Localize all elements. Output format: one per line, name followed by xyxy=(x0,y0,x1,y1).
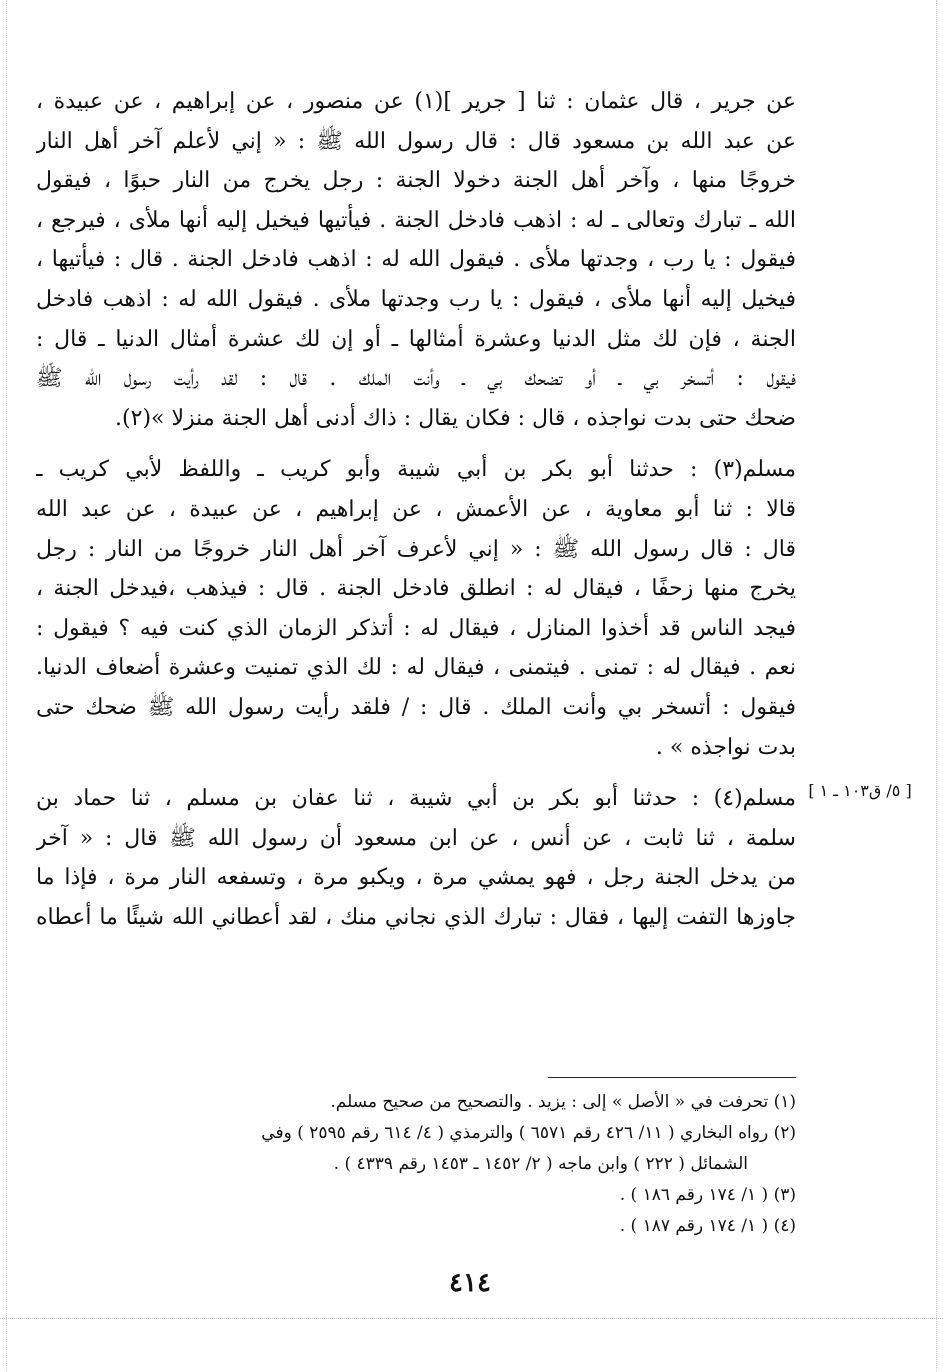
scan-edge-left xyxy=(6,0,7,1372)
text-line: من يدخل الجنة رجل ، فهو يمشي مرة ، ويكبو مرة ، وتسفعه النار مرة ، فإذا ما xyxy=(36,865,796,891)
text-line: فيقول : أتسخر بي وأنت الملك . قال : / فلقد رأيت رسول الله ﷺ ضحك حتى xyxy=(36,694,796,720)
text-line: الله ـ تبارك وتعالى ـ له : اذهب فادخل الجنة . فيأتيها فيخيل إليه أنها ملأى ، فيرجع ، xyxy=(36,207,796,233)
footnote-divider xyxy=(548,1077,796,1078)
footnote: (٢) رواه البخاري ( ١١/ ٤٢٦ رقم ٦٥٧١ ) والترمذي ( ٤/ ٦١٤ رقم ٢٥٩٥ ) وفي xyxy=(261,1123,796,1143)
text-line: فيجد الناس قد أخذوا المنازل ، فيقال له : أتذكر الزمان الذي كنت فيه ؟ فيقول : xyxy=(36,615,796,641)
text-line: الجنة ، فإن لك مثل الدنيا وعشرة أمثالها ـ أو إن لك عشرة أمثال الدنيا ـ قال : xyxy=(36,326,796,352)
text-line: مسلم(٤) : حدثنا أبو بكر بن أبي شيبة ، ثنا عفان بن مسلم ، ثنا حماد بن xyxy=(36,786,796,812)
text-line: يخرج منها زحفًا ، فيقال له : انطلق فادخل الجنة . قال : فيذهب ،فيدخل الجنة ، xyxy=(36,576,796,602)
text-line: فيقول : أتسخر بي ـ أو تضحك بي ـ وأنت الملك . قال : لقد رأيت رسول الله ﷺ xyxy=(36,366,796,392)
text-line: عن عبد الله بن مسعود قال : قال رسول الله ﷺ : « إني لأعلم آخر أهل النار xyxy=(36,128,796,154)
text-line: بدت نواجذه » . xyxy=(655,734,796,760)
text-line: سلمة ، ثنا ثابت ، عن أنس ، عن ابن مسعود أن رسول الله ﷺ قال : « آخر xyxy=(36,825,796,851)
text-line: جاوزها التفت إليها ، فقال : تبارك الذي نجاني منك ، لقد أعطاني الله شيئًا ما أعطاه xyxy=(36,904,796,930)
scan-edge-right xyxy=(936,0,937,1372)
manuscript-folio-reference: [ ٥/ ق١٠٣ ـ ١ ] xyxy=(808,781,912,800)
page-number: ٤١٤ xyxy=(449,1268,491,1298)
text-line: قالا : ثنا أبو معاوية ، عن الأعمش ، عن إبراهيم ، عن عبيدة ، عن عبد الله xyxy=(36,496,796,522)
text-line: عن جرير ، قال عثمان : ثنا [ جرير ](١) عن منصور ، عن إبراهيم ، عن عبيدة ، xyxy=(36,89,796,114)
text-line: خروجًا منها ، وآخر أهل الجنة دخولا الجنة : رجل يخرج من النار حبوًا ، فيقول xyxy=(36,168,796,194)
text-line: مسلم(٣) : حدثنا أبو بكر بن أبي شيبة وأبو كريب ـ واللفظ لأبي كريب ـ xyxy=(36,457,796,483)
paragraph-2 xyxy=(36,450,796,767)
footnotes xyxy=(20,1087,796,1242)
text-line: فيقول : يا رب ، وجدتها ملأى . فيقول الله له : اذهب فادخل الجنة . قال : فيأتيها ، xyxy=(36,247,796,273)
text-line: نعم . فيقال له : تمنى . فيتمنى ، فيقال له : لك الذي تمنيت وعشرة أضعاف الدنيا. xyxy=(36,655,796,681)
footnote-continuation: الشمائل ( ٢٢٢ ) وابن ماجه ( ٢/ ١٤٥٢ ـ ١٤٥٣ رقم ٤٣٣٩ ) . xyxy=(333,1154,748,1174)
footnote: (٣) ( ١/ ١٧٤ رقم ١٨٦ ) . xyxy=(619,1185,796,1205)
main-text xyxy=(36,82,796,937)
text-line: قال : قال رسول الله ﷺ : « إني لأعرف آخر أهل النار خروجًا من النار : رجل xyxy=(36,536,796,562)
scan-artifact-line xyxy=(0,1318,943,1319)
footnote: (٤) ( ١/ ١٧٤ رقم ١٨٧ ) . xyxy=(619,1216,796,1236)
paragraph-3 xyxy=(36,779,796,937)
text-line: فيخيل إليه أنها ملأى ، فيقول : يا رب وجدتها ملأى . فيقول الله له : اذهب فادخل xyxy=(36,286,796,312)
text-line: ضحك حتى بدت نواجذه ، قال : فكان يقال : ذاك أدنى أهل الجنة منزلا »(٢). xyxy=(115,405,796,431)
footnote: (١) تحرفت في « الأصل » إلى : يزيد . والتصحيح من صحيح مسلم. xyxy=(330,1092,796,1112)
paragraph-1 xyxy=(36,82,796,438)
